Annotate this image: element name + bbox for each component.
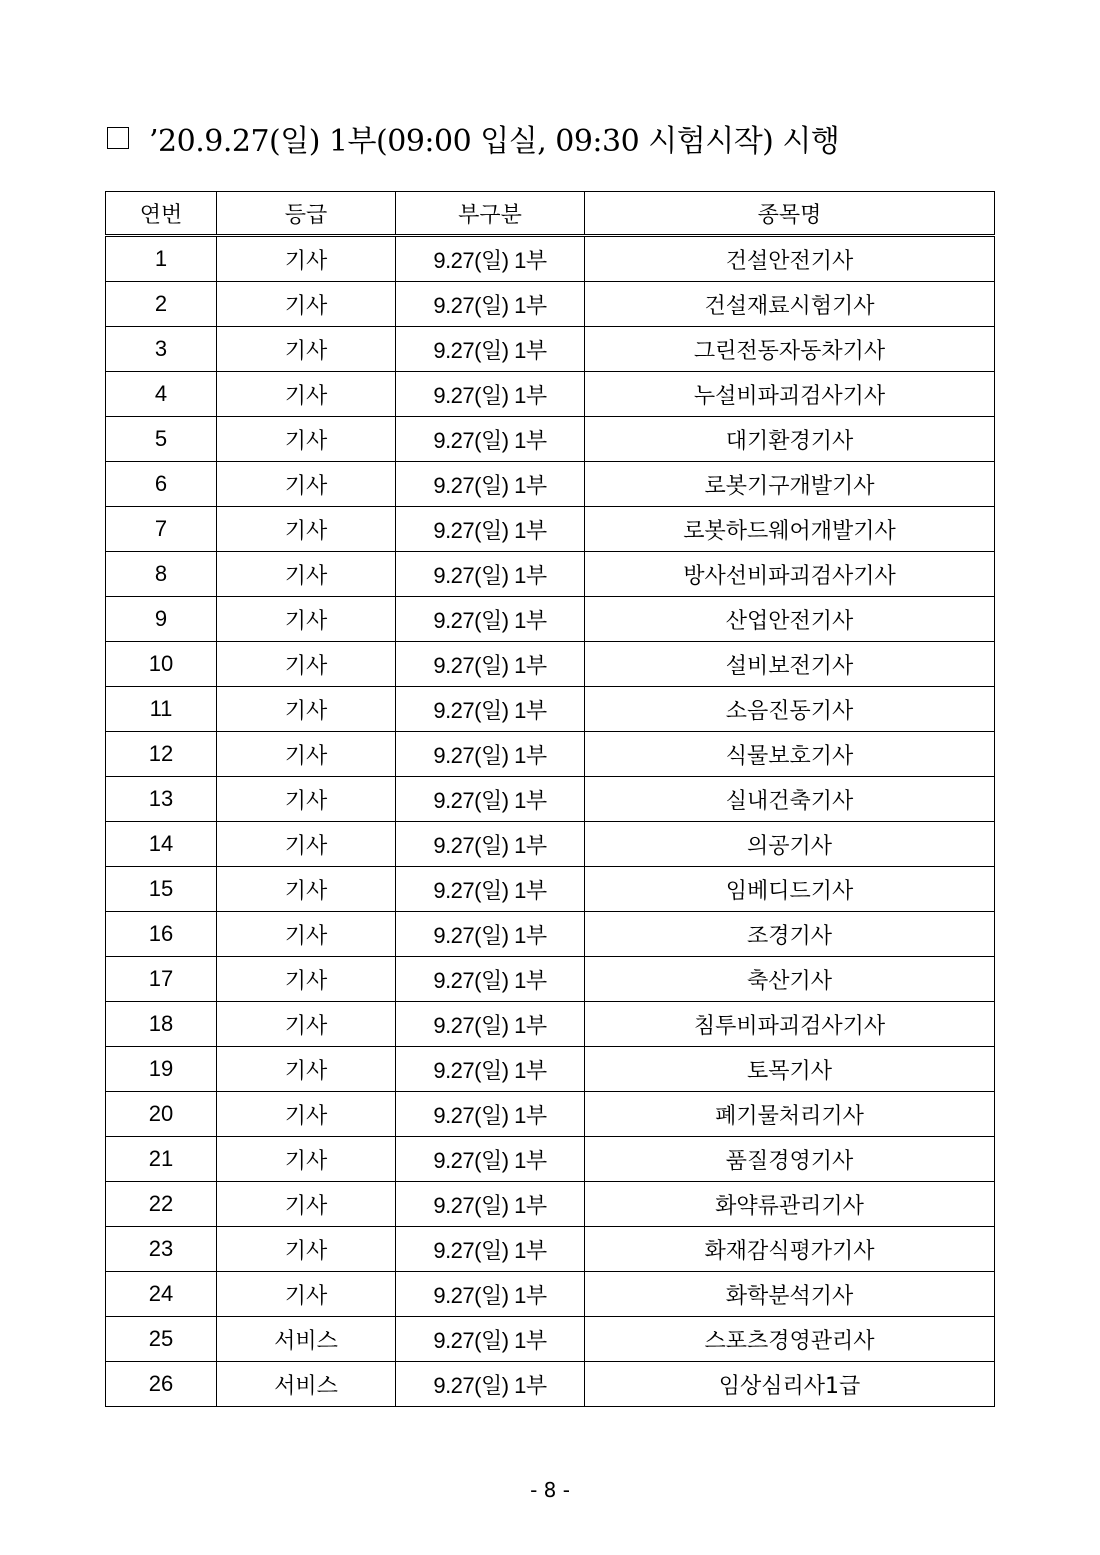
session-cell: 9.27(일) 1부 [396,1317,585,1362]
subject-name-cell: 축산기사 [585,957,995,1002]
subject-name-cell: 폐기물처리기사 [585,1092,995,1137]
session-cell: 9.27(일) 1부 [396,282,585,327]
subject-name-cell: 실내건축기사 [585,777,995,822]
serial-number-cell: 23 [106,1227,217,1272]
serial-number-cell: 9 [106,597,217,642]
subject-name-cell: 그린전동자동차기사 [585,327,995,372]
session-cell: 9.27(일) 1부 [396,1092,585,1137]
subject-name-cell: 임상심리사1급 [585,1362,995,1407]
session-cell: 9.27(일) 1부 [396,236,585,282]
serial-number-cell: 1 [106,236,217,282]
serial-number-cell: 26 [106,1362,217,1407]
grade-cell: 기사 [217,1047,396,1092]
session-cell: 9.27(일) 1부 [396,687,585,732]
serial-number-cell: 11 [106,687,217,732]
grade-cell: 서비스 [217,1317,396,1362]
grade-cell: 기사 [217,1182,396,1227]
subject-name-cell: 소음진동기사 [585,687,995,732]
grade-cell: 기사 [217,282,396,327]
grade-cell: 기사 [217,912,396,957]
table-row [106,867,995,912]
serial-number-cell: 4 [106,372,217,417]
session-cell: 9.27(일) 1부 [396,507,585,552]
table-row [106,552,995,597]
table-row [106,462,995,507]
subject-name-cell: 임베디드기사 [585,867,995,912]
session-cell: 9.27(일) 1부 [396,372,585,417]
section-heading-text: ’20.9.27(일) 1부(09:00 입실, 09:30 시험시작) 시행 [149,124,840,159]
table-header [106,192,995,236]
subject-name-cell: 식물보호기사 [585,732,995,777]
table-row [106,417,995,462]
subject-name-cell: 산업안전기사 [585,597,995,642]
subject-name-cell: 토목기사 [585,1047,995,1092]
grade-cell: 기사 [217,1272,396,1317]
grade-cell: 기사 [217,867,396,912]
grade-cell: 기사 [217,552,396,597]
header-serial-number: 연번 [106,192,217,236]
grade-cell: 기사 [217,1227,396,1272]
serial-number-cell: 19 [106,1047,217,1092]
table-row [106,642,995,687]
table-row [106,732,995,777]
serial-number-cell: 3 [106,327,217,372]
table-body [106,236,995,1407]
table-row [106,1002,995,1047]
subject-name-cell: 품질경영기사 [585,1137,995,1182]
subject-name-cell: 로봇기구개발기사 [585,462,995,507]
subject-name-cell: 스포츠경영관리사 [585,1317,995,1362]
grade-cell: 기사 [217,507,396,552]
grade-cell: 기사 [217,1137,396,1182]
grade-cell: 기사 [217,822,396,867]
session-cell: 9.27(일) 1부 [396,1137,585,1182]
subject-name-cell: 화약류관리기사 [585,1182,995,1227]
table-row [106,1092,995,1137]
header-session: 부구분 [396,192,585,236]
grade-cell: 기사 [217,236,396,282]
grade-cell: 기사 [217,642,396,687]
grade-cell: 기사 [217,1002,396,1047]
session-cell: 9.27(일) 1부 [396,1002,585,1047]
subject-name-cell: 침투비파괴검사기사 [585,1002,995,1047]
serial-number-cell: 10 [106,642,217,687]
subject-name-cell: 방사선비파괴검사기사 [585,552,995,597]
table-row [106,507,995,552]
session-cell: 9.27(일) 1부 [396,1362,585,1407]
serial-number-cell: 20 [106,1092,217,1137]
table-row [106,1317,995,1362]
session-cell: 9.27(일) 1부 [396,912,585,957]
page-number: - 8 - [530,1478,570,1502]
grade-cell: 기사 [217,327,396,372]
grade-cell: 기사 [217,417,396,462]
table-row [106,372,995,417]
subject-name-cell: 화학분석기사 [585,1272,995,1317]
grade-cell: 기사 [217,462,396,507]
session-cell: 9.27(일) 1부 [396,552,585,597]
serial-number-cell: 7 [106,507,217,552]
session-cell: 9.27(일) 1부 [396,957,585,1002]
serial-number-cell: 14 [106,822,217,867]
serial-number-cell: 18 [106,1002,217,1047]
subject-name-cell: 의공기사 [585,822,995,867]
serial-number-cell: 22 [106,1182,217,1227]
serial-number-cell: 13 [106,777,217,822]
table-row [106,1362,995,1407]
table-row [106,1227,995,1272]
subject-name-cell: 대기환경기사 [585,417,995,462]
subject-name-cell: 건설안전기사 [585,236,995,282]
header-grade: 등급 [217,192,396,236]
serial-number-cell: 12 [106,732,217,777]
table-row [106,957,995,1002]
session-cell: 9.27(일) 1부 [396,777,585,822]
header-subject-name: 종목명 [585,192,995,236]
session-cell: 9.27(일) 1부 [396,327,585,372]
table-row [106,327,995,372]
table-row [106,687,995,732]
grade-cell: 기사 [217,777,396,822]
table-row [106,597,995,642]
table-header-row [106,192,995,236]
serial-number-cell: 17 [106,957,217,1002]
subject-name-cell: 화재감식평가기사 [585,1227,995,1272]
session-cell: 9.27(일) 1부 [396,597,585,642]
session-cell: 9.27(일) 1부 [396,732,585,777]
session-cell: 9.27(일) 1부 [396,462,585,507]
table-row [106,1272,995,1317]
serial-number-cell: 21 [106,1137,217,1182]
exam-schedule-table [105,191,995,1407]
session-cell: 9.27(일) 1부 [396,1227,585,1272]
serial-number-cell: 24 [106,1272,217,1317]
checkbox-square-icon [107,127,129,149]
grade-cell: 기사 [217,1092,396,1137]
serial-number-cell: 2 [106,282,217,327]
grade-cell: 기사 [217,732,396,777]
subject-name-cell: 로봇하드웨어개발기사 [585,507,995,552]
serial-number-cell: 16 [106,912,217,957]
table-row [106,1047,995,1092]
grade-cell: 기사 [217,957,396,1002]
session-cell: 9.27(일) 1부 [396,1047,585,1092]
table-row [106,282,995,327]
session-cell: 9.27(일) 1부 [396,417,585,462]
serial-number-cell: 8 [106,552,217,597]
table-row [106,1182,995,1227]
table-row [106,822,995,867]
subject-name-cell: 설비보전기사 [585,642,995,687]
serial-number-cell: 5 [106,417,217,462]
table-row [106,1137,995,1182]
table-row [106,777,995,822]
subject-name-cell: 건설재료시험기사 [585,282,995,327]
grade-cell: 기사 [217,372,396,417]
section-heading [107,113,839,163]
session-cell: 9.27(일) 1부 [396,642,585,687]
session-cell: 9.27(일) 1부 [396,1182,585,1227]
grade-cell: 기사 [217,687,396,732]
table-row [106,912,995,957]
session-cell: 9.27(일) 1부 [396,822,585,867]
serial-number-cell: 6 [106,462,217,507]
table-row [106,236,995,282]
session-cell: 9.27(일) 1부 [396,1272,585,1317]
subject-name-cell: 누설비파괴검사기사 [585,372,995,417]
session-cell: 9.27(일) 1부 [396,867,585,912]
subject-name-cell: 조경기사 [585,912,995,957]
serial-number-cell: 25 [106,1317,217,1362]
serial-number-cell: 15 [106,867,217,912]
grade-cell: 서비스 [217,1362,396,1407]
grade-cell: 기사 [217,597,396,642]
